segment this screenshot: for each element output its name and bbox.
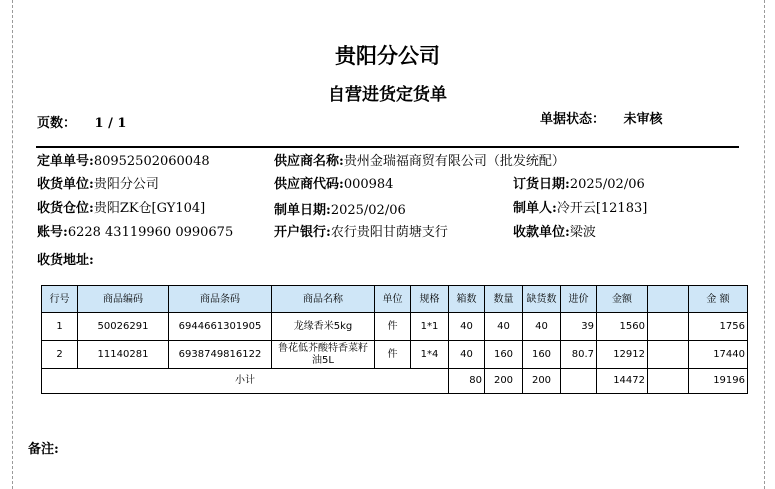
supplier-code: 供应商代码:000984 xyxy=(274,177,394,192)
cell-blank xyxy=(648,313,689,341)
col-header: 规格 xyxy=(411,286,449,313)
document-status-value: 未审核 xyxy=(623,112,663,127)
company-name: 贵阳分公司 xyxy=(335,43,440,68)
receiving-warehouse: 收货仓位:贵阳ZK仓[GY104] xyxy=(37,201,206,216)
cell-item-code: 50026291 xyxy=(78,313,169,341)
subtotal-price-blank xyxy=(561,369,597,394)
col-header: 行号 xyxy=(42,286,78,313)
col-header: 单位 xyxy=(375,286,411,313)
page-count-value: 1 / 1 xyxy=(94,116,127,131)
cell-amount-2: 17440 xyxy=(689,341,748,369)
cell-unit: 件 xyxy=(375,341,411,369)
document-status: 单据状态： 未审核 xyxy=(540,112,663,127)
cell-spec: 1*4 xyxy=(411,341,449,369)
remarks-label: 备注: xyxy=(28,442,59,457)
cell-unit: 件 xyxy=(375,313,411,341)
cell-amount: 12912 xyxy=(597,341,648,369)
cell-price: 80.7 xyxy=(561,341,597,369)
document-title: 自营进货定货单 xyxy=(328,85,447,105)
cell-item-name: 龙缘香米5kg xyxy=(272,313,375,341)
subtotal-row xyxy=(42,369,748,394)
col-header: 商品名称 xyxy=(272,286,375,313)
delivery-address: 收货地址: xyxy=(37,253,94,268)
col-header: 商品条码 xyxy=(169,286,272,313)
subtotal-amount: 14472 xyxy=(597,369,648,394)
payee-unit: 收款单位:梁波 xyxy=(513,225,596,240)
subtotal-amount-2: 19196 xyxy=(689,369,748,394)
cell-price: 39 xyxy=(561,313,597,341)
col-header: 箱数 xyxy=(449,286,485,313)
subtotal-shortage: 200 xyxy=(523,369,561,394)
col-header: 金 额 xyxy=(689,286,748,313)
table-header-row xyxy=(42,286,748,313)
cell-qty: 160 xyxy=(485,341,523,369)
cell-boxes: 40 xyxy=(449,313,485,341)
bank-name: 开户银行:农行贵阳甘荫塘支行 xyxy=(274,225,448,240)
cell-amount-2: 1756 xyxy=(689,313,748,341)
cell-line-no: 2 xyxy=(42,341,78,369)
receiving-unit: 收货单位:贵阳分公司 xyxy=(37,177,159,192)
items-table xyxy=(41,285,748,394)
col-header: 商品编码 xyxy=(78,286,169,313)
creator: 制单人:冷开云[12183] xyxy=(513,201,648,216)
col-header: 进价 xyxy=(561,286,597,313)
cell-line-no: 1 xyxy=(42,313,78,341)
page-count: 页数： 1 / 1 xyxy=(37,116,127,131)
cell-item-code: 11140281 xyxy=(78,341,169,369)
creation-date: 制单日期:2025/02/06 xyxy=(274,203,406,218)
cell-shortage: 40 xyxy=(523,313,561,341)
cell-blank xyxy=(648,341,689,369)
subtotal-label: 小计 xyxy=(42,369,449,394)
cell-boxes: 40 xyxy=(449,341,485,369)
bank-account: 账号:6228 43119960 0990675 xyxy=(37,225,234,240)
cell-item-name: 鲁花低芥酸特香菜籽油5L xyxy=(272,341,375,369)
cell-spec: 1*1 xyxy=(411,313,449,341)
order-date: 订货日期:2025/02/06 xyxy=(513,177,645,192)
header-divider xyxy=(36,146,739,148)
table-row xyxy=(42,313,748,341)
col-header xyxy=(648,286,689,313)
cell-barcode: 6938749816122 xyxy=(169,341,272,369)
col-header: 缺货数 xyxy=(523,286,561,313)
table-row xyxy=(42,341,748,369)
supplier-name: 供应商名称:贵州金瑞福商贸有限公司（批发统配） xyxy=(274,154,565,169)
subtotal-boxes: 80 xyxy=(449,369,485,394)
col-header: 金额 xyxy=(597,286,648,313)
cell-barcode: 6944661301905 xyxy=(169,313,272,341)
cell-amount: 1560 xyxy=(597,313,648,341)
subtotal-qty: 200 xyxy=(485,369,523,394)
order-number: 定单单号:80952502060048 xyxy=(37,154,210,169)
col-header: 数量 xyxy=(485,286,523,313)
cell-qty: 40 xyxy=(485,313,523,341)
cell-shortage: 160 xyxy=(523,341,561,369)
subtotal-blank xyxy=(648,369,689,394)
